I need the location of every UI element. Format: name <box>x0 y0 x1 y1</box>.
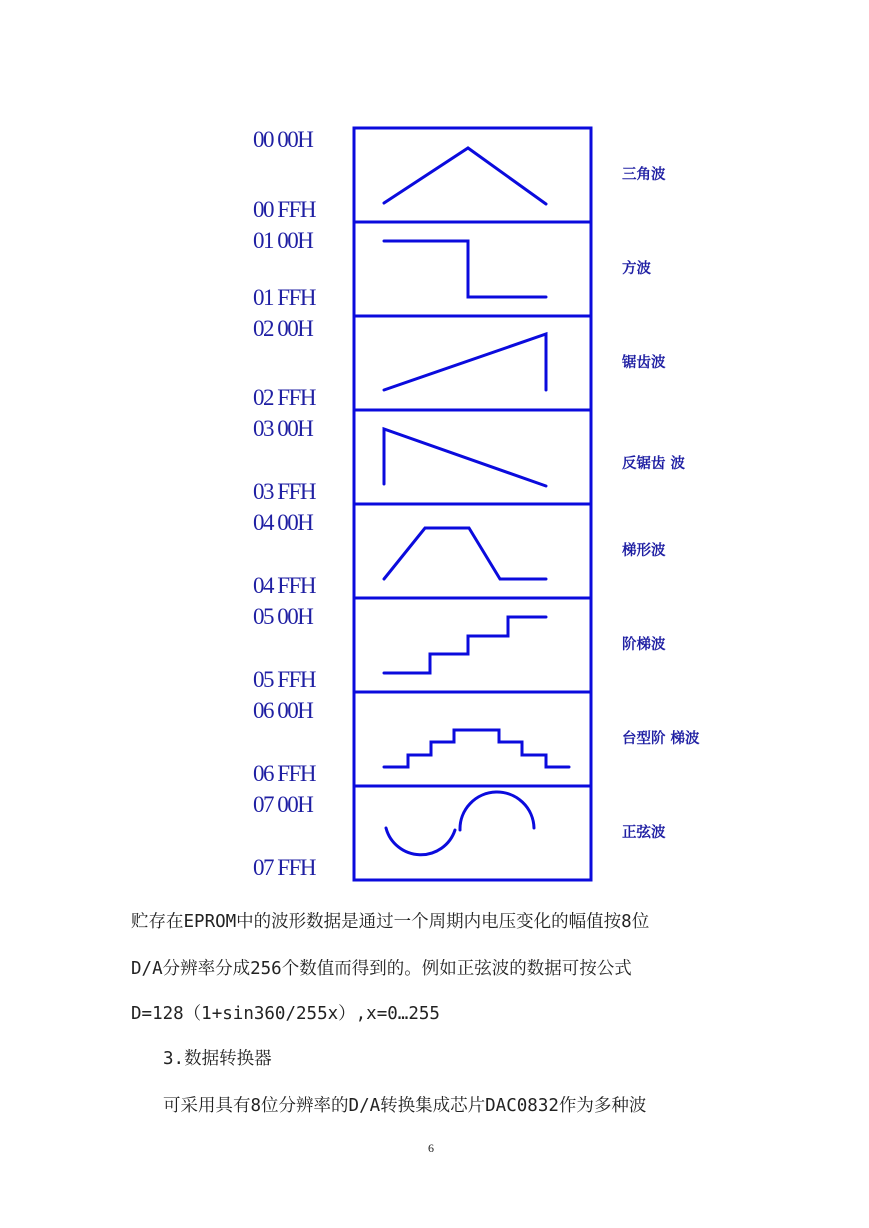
address-start-label: 05 00H <box>253 604 313 629</box>
address-start-label: 06 00H <box>253 698 313 723</box>
sine-wave-icon <box>386 792 534 855</box>
address-end-label: 00 FFH <box>253 197 315 222</box>
address-start-label: 01 00H <box>253 228 313 253</box>
staircase-wave-icon <box>384 617 546 673</box>
address-end-label: 02 FFH <box>253 385 315 410</box>
waveform-label: 反锯齿 波 <box>622 456 686 472</box>
waveform-label: 梯形波 <box>622 543 666 559</box>
section-heading: 3.数据转换器 <box>163 1049 272 1069</box>
body-line: D=128（1+sin360/255x）,x=0…255 <box>131 1004 440 1024</box>
body-line: 贮存在EPROM中的波形数据是通过一个周期内电压变化的幅值按8位 <box>131 912 650 932</box>
page-number: 6 <box>428 1141 434 1155</box>
sawtooth-wave-icon <box>384 334 546 390</box>
address-start-label: 03 00H <box>253 416 313 441</box>
address-end-label: 06 FFH <box>253 761 315 786</box>
body-line: D/A分辨率分成256个数值而得到的。例如正弦波的数据可按公式 <box>131 959 632 979</box>
address-start-label: 04 00H <box>253 510 313 535</box>
body-line: 可采用具有8位分辨率的D/A转换集成芯片DAC0832作为多种波 <box>163 1096 647 1116</box>
stepped-pyramid-wave-icon <box>384 730 569 767</box>
address-end-label: 01 FFH <box>253 285 315 310</box>
waveform-label: 台型阶 梯波 <box>622 731 700 747</box>
waveform-label: 三角波 <box>622 167 666 183</box>
address-start-label: 07 00H <box>253 792 313 817</box>
waveform-label: 正弦波 <box>622 825 666 841</box>
waveform-label: 锯齿波 <box>622 355 666 371</box>
square-wave-icon <box>384 241 546 297</box>
address-end-label: 04 FFH <box>253 573 315 598</box>
address-end-label: 05 FFH <box>253 667 315 692</box>
address-start-label: 02 00H <box>253 316 313 341</box>
waveform-label: 阶梯波 <box>622 637 666 653</box>
trapezoid-wave-icon <box>384 528 546 579</box>
address-start-label: 00 00H <box>253 127 313 152</box>
address-end-label: 07 FFH <box>253 855 315 880</box>
reverse-sawtooth-wave-icon <box>384 429 546 486</box>
waveform-label: 方波 <box>622 261 651 277</box>
triangle-wave-icon <box>384 148 546 204</box>
address-end-label: 03 FFH <box>253 479 315 504</box>
